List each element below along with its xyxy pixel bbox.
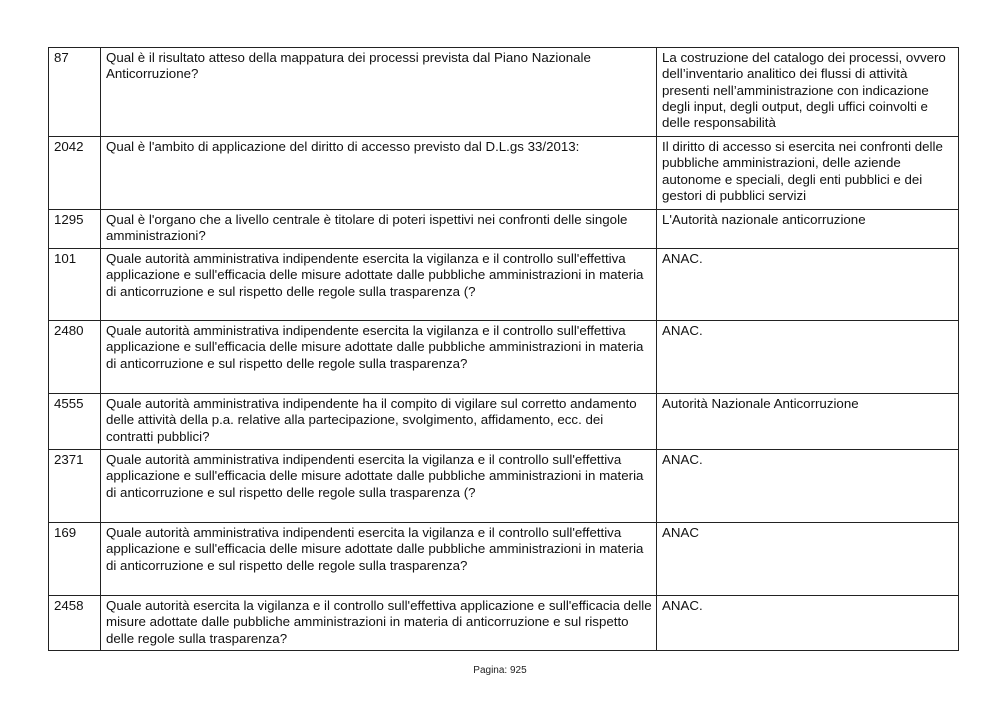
answer-text: Autorità Nazionale Anticorruzione <box>657 394 959 450</box>
answer-text: ANAC <box>657 523 959 596</box>
table-row <box>49 394 959 450</box>
table-row <box>49 596 959 651</box>
answer-text: ANAC. <box>657 249 959 321</box>
table-row <box>49 321 959 394</box>
answer-text: ANAC. <box>657 596 959 651</box>
question-id: 2371 <box>49 450 101 523</box>
question-id: 1295 <box>49 210 101 249</box>
table-row <box>49 137 959 210</box>
question-text: Quale autorità amministrativa indipendenti esercita la vigilanza e il controllo sull'effettiva applicazione e sull'efficacia delle misure adottate dalle pubbliche amministrazioni in materia di anticorruzione e sul rispetto delle regole sulla trasparenza? <box>101 523 657 596</box>
table-row <box>49 249 959 321</box>
question-id: 2480 <box>49 321 101 394</box>
table-row <box>49 48 959 137</box>
question-id: 2042 <box>49 137 101 210</box>
question-text: Qual è l'ambito di applicazione del diritto di accesso previsto dal D.L.gs 33/2013: <box>101 137 657 210</box>
table-row <box>49 450 959 523</box>
qa-table <box>48 47 959 651</box>
question-id: 101 <box>49 249 101 321</box>
question-text: Qual è il risultato atteso della mappatura dei processi prevista dal Piano Nazionale Anticorruzione? <box>101 48 657 137</box>
answer-text: La costruzione del catalogo dei processi, ovvero dell’inventario analitico dei flussi di attività presenti nell’amministrazione con indicazione degli input, degli output, degli uffici coinvolti e delle responsabilità <box>657 48 959 137</box>
question-id: 2458 <box>49 596 101 651</box>
question-text: Quale autorità esercita la vigilanza e il controllo sull'effettiva applicazione e sull'efficacia delle misure adottate dalle pubbliche amministrazioni in materia di anticorruzione e sul rispetto delle regole sulla trasparenza? <box>101 596 657 651</box>
question-id: 169 <box>49 523 101 596</box>
page-number: Pagina: 925 <box>473 665 527 676</box>
qa-table-body <box>49 48 959 651</box>
question-text: Quale autorità amministrativa indipendenti esercita la vigilanza e il controllo sull'effettiva applicazione e sull'efficacia delle misure adottate dalle pubbliche amministrazioni in materia di anticorruzione e sul rispetto delle regole sulla trasparenza (? <box>101 450 657 523</box>
question-id: 4555 <box>49 394 101 450</box>
answer-text: ANAC. <box>657 450 959 523</box>
question-text: Qual è l'organo che a livello centrale è titolare di poteri ispettivi nei confronti delle singole amministrazioni? <box>101 210 657 249</box>
answer-text: L'Autorità nazionale anticorruzione <box>657 210 959 249</box>
question-text: Quale autorità amministrativa indipendente esercita la vigilanza e il controllo sull'effettiva applicazione e sull'efficacia delle misure adottate dalle pubbliche amministrazioni in materia di anticorruzione e sul rispetto delle regole sulla trasparenza? <box>101 321 657 394</box>
answer-text: Il diritto di accesso si esercita nei confronti delle pubbliche amministrazioni, delle aziende autonome e speciali, degli enti pubblici e dei gestori di pubblici servizi <box>657 137 959 210</box>
question-text: Quale autorità amministrativa indipendente esercita la vigilanza e il controllo sull'effettiva applicazione e sull'efficacia delle misure adottate dalle pubbliche amministrazioni in materia di anticorruzione e sul rispetto delle regole sulla trasparenza (? <box>101 249 657 321</box>
answer-text: ANAC. <box>657 321 959 394</box>
table-row <box>49 210 959 249</box>
table-row <box>49 523 959 596</box>
question-id: 87 <box>49 48 101 137</box>
question-text: Quale autorità amministrativa indipendente ha il compito di vigilare sul corretto andamento delle attività della p.a. relative alla partecipazione, svolgimento, affidamento, ecc. dei contratti pubblici? <box>101 394 657 450</box>
